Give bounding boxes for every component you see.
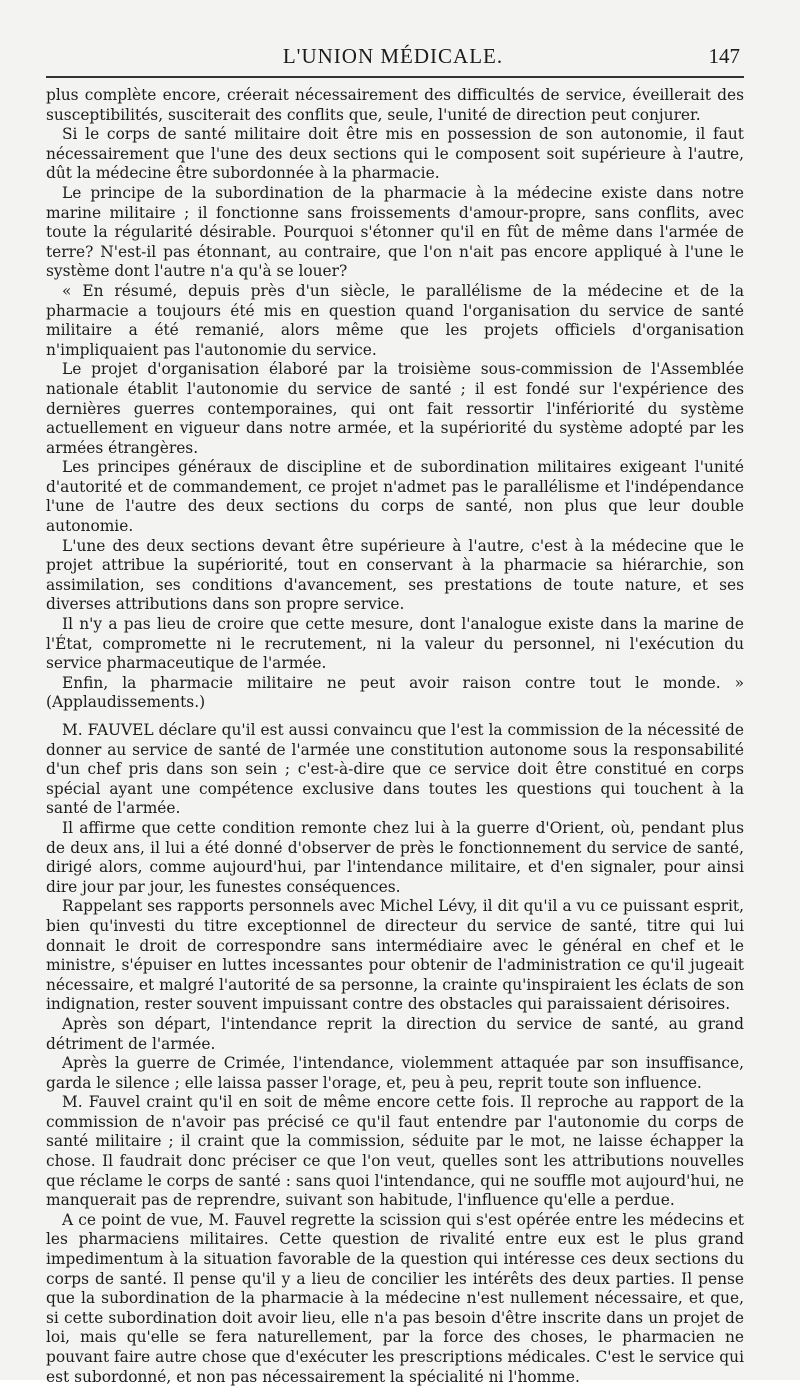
paragraph: « En résumé, depuis près d'un siècle, le parallélisme de la médecine et de la pharmacie a toujours été mis en question quand l'organisation du service de santé militaire a été remanié, alors même que les projets officiels d'organisation n'impliquaient pas l'autonomie du service.	[46, 281, 744, 359]
paragraph: Après son départ, l'intendance reprit la direction du service de santé, au grand détriment de l'armée.	[46, 1014, 744, 1053]
paragraph: Après la guerre de Crimée, l'intendance, violemment attaquée par son insuffisance, garda le silence ; elle laissa passer l'orage, et, peu à peu, reprit toute son influence.	[46, 1054, 744, 1092]
header-rule	[46, 76, 744, 78]
body-text	[46, 86, 744, 1387]
paragraph: A ce point de vue, M. Fauvel regrette la scission qui s'est opérée entre les médecins et les pharmaciens militaires. Cette question de rivalité entre eux est le plus grand impedimentum à la situation favorable de la question qui intéresse ces deux sections du corps de santé. Il pense qu'il y a lieu de concilier les intérêts des deux parties. Il pense que la subordination de la pharmacie à la médecine n'est nullement nécessaire, et que, si cette subordination doit avoir lieu, elle n'a pas besoin d'être inscrite dans un projet de loi, mais qu'elle se fera naturellement, par la force des choses, le pharmacien ne pouvant faire autre chose que d'exécuter les prescriptions médicales. C'est le service qui est subordonné, et non pas nécessairement la spécialité ni l'homme.	[46, 1210, 744, 1386]
paragraph: Si le corps de santé militaire doit être mis en possession de son autonomie, il faut nécessairement que l'une des deux sections qui le composent soit supérieure à l'autre, dût la médecine être subordonnée à la pharmacie.	[46, 125, 744, 183]
paragraph: Il affirme que cette condition remonte chez lui à la guerre d'Orient, où, pendant plus de deux ans, il lui a été donné d'observer de près le fonctionnement du service de santé, dirigé alors, comme aujourd'hui, par l'intendance militaire, et d'en signaler, pour ainsi dire jour par jour, les funestes conséquences.	[46, 818, 744, 896]
page-number: 147	[708, 44, 740, 68]
paragraph: L'une des deux sections devant être supérieure à l'autre, c'est à la médecine que le projet attribue la supériorité, tout en conservant à la pharmacie sa hiérarchie, son assimilation, ses conditions d'avancement, ses prestations de toute nature, et ses diverses attributions dans son propre service.	[46, 536, 744, 614]
paragraph: Le principe de la subordination de la pharmacie à la médecine existe dans notre marine militaire ; il fonctionne sans froissements d'amour-propre, sans conflits, avec toute la régularité désirable. Pourquoi s'étonner qu'il en fût de même dans l'armée de terre? N'est-il pas étonnant, au contraire, que l'on n'ait pas encore appliqué à l'une le système dont l'autre n'a qu'à se louer?	[46, 183, 744, 281]
page-header	[46, 44, 740, 74]
paragraph: Les principes généraux de discipline et de subordination militaires exigeant l'unité d'autorité et de commandement, ce projet n'admet pas le parallélisme et l'indépendance l'une de l'autre des deux sections du corps de santé, non plus que leur double autonomie.	[46, 458, 744, 536]
paragraph: M. FAUVEL déclare qu'il est aussi convaincu que l'est la commission de la nécessité de donner au service de santé de l'armée une constitution autonome sous la responsabilité d'un chef pris dans son sein ; c'est-à-dire que ce service doit être constitué en corps spécial ayant une compétence exclusive dans toutes les questions qui touchent à la santé de l'armée.	[46, 721, 744, 818]
paragraph: Le projet d'organisation élaboré par la troisième sous-commission de l'Assemblée nationale établit l'autonomie du service de santé ; il est fondé sur l'expérience des dernières guerres contemporaines, qui ont fait ressortir l'infériorité du système actuellement en vigueur dans notre armée, et la supériorité du système adopté par les armées étrangères.	[46, 360, 744, 457]
paragraph: Rappelant ses rapports personnels avec Michel Lévy, il dit qu'il a vu ce puissant esprit, bien qu'investi du titre exceptionnel de directeur du service de santé, titre qui lui donnait le droit de correspondre sans intermédiaire avec le général en chef et le ministre, s'épuiser en luttes incessantes pour obtenir de l'administration ce qu'il jugeait nécessaire, et malgré l'autorité de sa personne, la crainte qu'inspiraient les éclats de son indignation, rester souvent impuissant contre des obstacles qui paraissaient dérisoires.	[46, 897, 744, 1014]
paragraph: Il n'y a pas lieu de croire que cette mesure, dont l'analogue existe dans la marine de l'État, compromette ni le recrutement, ni la valeur du personnel, ni l'exécution du service pharmaceutique de l'armée.	[46, 615, 744, 673]
paragraph: plus complète encore, créerait nécessairement des difficultés de service, éveillerait des susceptibilités, susciterait des conflits que, seule, l'unité de direction peut conjurer.	[46, 86, 744, 124]
running-title: L'UNION MÉDICALE.	[282, 44, 504, 68]
paragraph: M. Fauvel craint qu'il en soit de même encore cette fois. Il reproche au rapport de la commission de n'avoir pas précisé ce qu'il faut entendre par l'autonomie du corps de santé militaire ; il craint que la commission, séduite par le mot, ne laisse échapper la chose. Il faudrait donc préciser ce que l'on veut, quelles sont les attributions nouvelles que réclame le corps de santé : sans quoi l'intendance, qui ne souffle mot aujourd'hui, ne manquerait pas de reprendre, suivant son habitude, l'influence qu'elle a perdue.	[46, 1093, 744, 1210]
paragraph: Enfin, la pharmacie militaire ne peut avoir raison contre tout le monde. » (Applaudissements.)	[46, 673, 744, 712]
